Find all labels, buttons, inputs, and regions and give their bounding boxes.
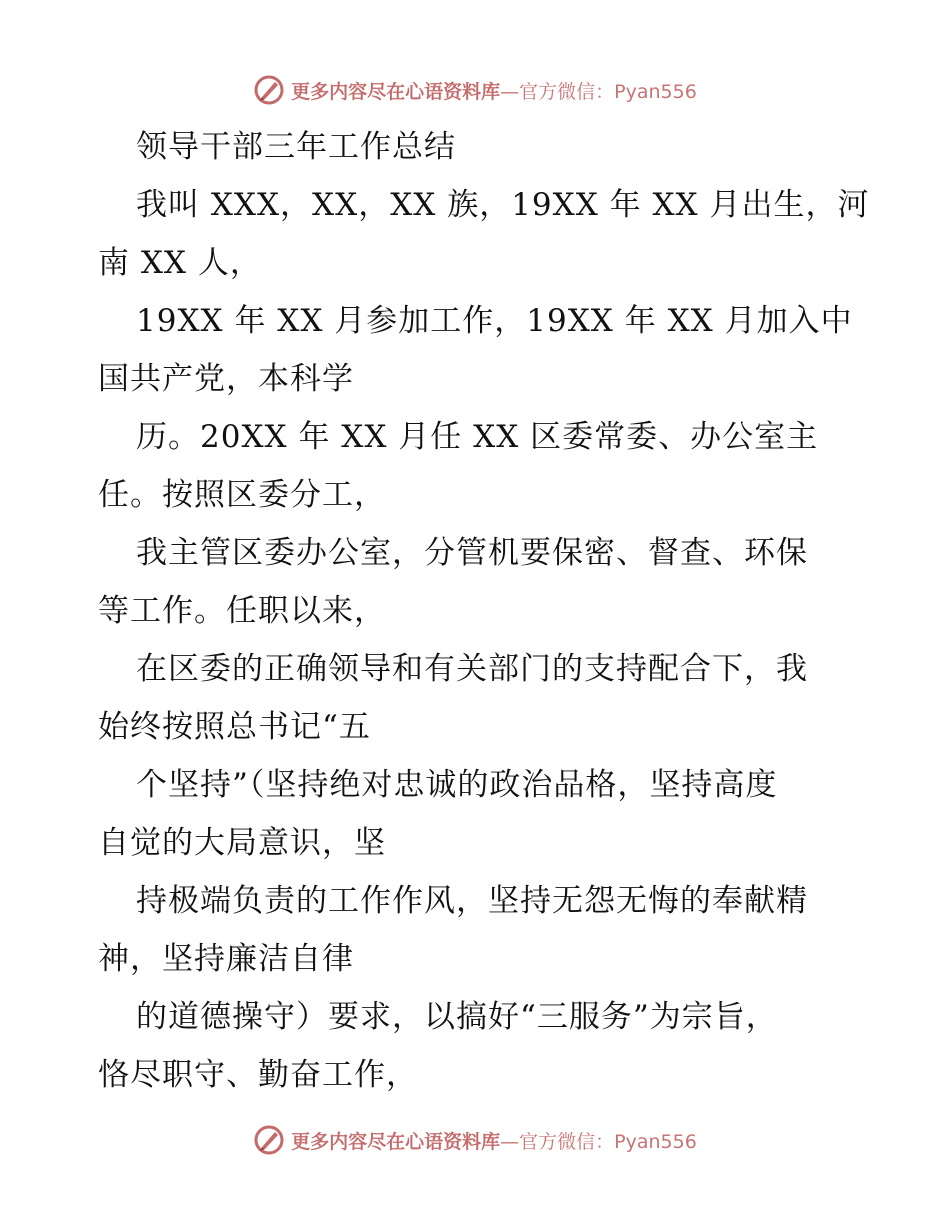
- quill-seal-icon: [253, 74, 285, 106]
- text-line: 神，坚持廉洁自律: [98, 941, 354, 977]
- watermark-text: 更多内容尽在心语资料库—官方微信：Pyan556: [291, 80, 697, 103]
- text-line: 任。按照区委分工，: [98, 477, 386, 513]
- text-line: 我叫 XXX，XX，XX 族，19XX 年 XX 月出生，河: [136, 187, 870, 223]
- text-line: 国共产党，本科学: [98, 361, 354, 397]
- footer-watermark: [0, 1120, 950, 1160]
- text-line: 自觉的大局意识，坚: [98, 825, 386, 861]
- document-body: [98, 118, 870, 1104]
- text-line: 个坚持”（坚持绝对忠诚的政治品格，坚持高度: [136, 767, 778, 803]
- text-line: 19XX 年 XX 月参加工作，19XX 年 XX 月加入中: [136, 303, 853, 339]
- text-line: 南 XX 人，: [98, 245, 262, 281]
- text-line: 等工作。任职以来，: [98, 593, 386, 629]
- header-watermark: [0, 70, 950, 110]
- text-line: 的道德操守）要求，以搞好“三服务”为宗旨，: [136, 999, 778, 1035]
- document-title: 领导干部三年工作总结: [136, 129, 456, 165]
- text-line: 我主管区委办公室，分管机要保密、督查、环保: [136, 535, 808, 571]
- quill-seal-icon: [253, 1124, 285, 1156]
- text-line: 恪尽职守、勤奋工作，: [98, 1057, 418, 1093]
- text-line: 历。20XX 年 XX 月任 XX 区委常委、办公室主: [136, 419, 819, 455]
- text-line: 始终按照总书记“五: [98, 709, 371, 745]
- text-line: 持极端负责的工作作风，坚持无怨无悔的奉献精: [136, 883, 808, 919]
- text-line: 在区委的正确领导和有关部门的支持配合下，我: [136, 651, 808, 687]
- watermark-text: 更多内容尽在心语资料库—官方微信：Pyan556: [291, 1130, 697, 1153]
